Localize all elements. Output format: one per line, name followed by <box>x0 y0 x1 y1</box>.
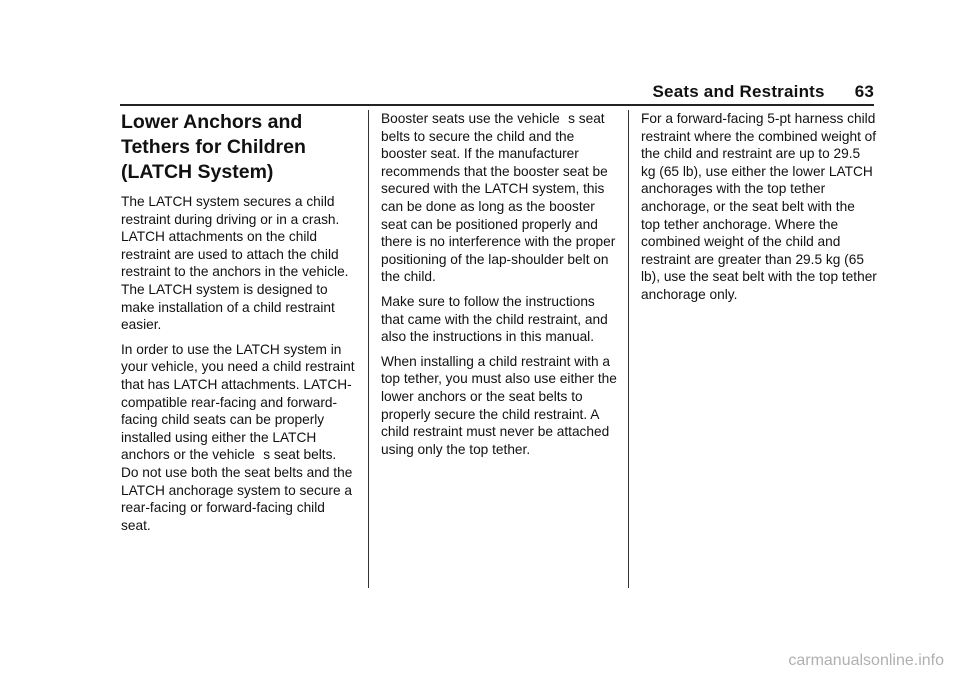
page-header <box>120 82 874 102</box>
header-rule <box>120 104 874 106</box>
watermark-text: carmanualsonline.info <box>788 652 944 669</box>
section-title: Seats and Restraints <box>652 82 825 101</box>
column-2 <box>381 110 617 465</box>
paragraph: For a forward-facing 5-pt harness child restraint where the combined weight of the child and restraint are up to 29.5 kg (65 lb), use either the lower LATCH anchorages with the top tether anchorage, or the seat belt with the top tether anchorage. Where the combined weight of the child and restraint are greater than 29.5 kg (65 lb), use the seat belt with the top tether anchorage only. <box>641 111 877 302</box>
paragraph: Booster seats use the vehicles seat belts to secure the child and the booster seat. If the manufacturer recommends that the booster seat be secured with the LATCH system, this can be done as long as the booster seat can be positioned properly and there is no interference with the proper positioning of the lap-shoulder belt on the child. <box>381 111 616 285</box>
column-divider <box>628 110 629 588</box>
paragraph: When installing a child restraint with a top tether, you must also use either the lower anchors or the seat belts to properly secure the child restraint. A child restraint must never be attached using only the top tether. <box>381 353 617 457</box>
column-3 <box>641 110 877 311</box>
section-heading: Lower Anchors and Tethers for Children (LATCH System) <box>121 111 306 183</box>
page-number: 63 <box>854 82 874 101</box>
paragraph: The LATCH system secures a child restraint during driving or in a crash. LATCH attachments on the child restraint are used to attach the child restraint to the anchors in the vehicle. The LATCH system is designed to make installation of a child restraint easier. <box>121 194 349 333</box>
paragraph: Make sure to follow the instructions that came with the child restraint, and also the instructions in this manual. <box>381 293 608 345</box>
column-1 <box>121 110 357 541</box>
column-divider <box>368 110 369 588</box>
paragraph: In order to use the LATCH system in your vehicle, you need a child restraint that has LATCH attachments. LATCH-compatible rear-facing and forward-facing child seats can be properly installed using either the LATCH anchors or the vehicles seat belts. Do not use both the seat belts and the LATCH anchorage system to secure a rear-facing or forward-facing child seat. <box>121 341 355 533</box>
